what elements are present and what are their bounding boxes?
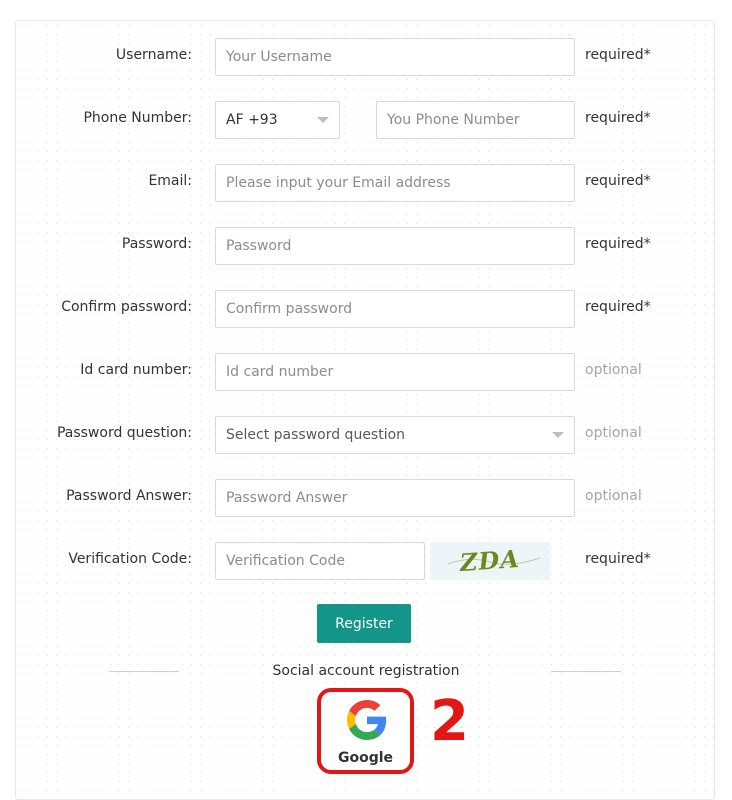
country-code-select[interactable] <box>215 101 340 139</box>
email-label: Email: <box>148 173 192 189</box>
step-number-annotation: 2 <box>430 689 469 754</box>
verification-required-note: required* <box>585 551 651 567</box>
google-signup-button[interactable] <box>317 688 414 774</box>
google-logo-icon <box>347 700 387 740</box>
password-label: Password: <box>121 236 192 252</box>
username-label: Username: <box>115 47 192 63</box>
phone-row <box>0 101 732 139</box>
register-button[interactable]: Register <box>317 604 411 643</box>
email-required-note: required* <box>585 173 651 189</box>
password-input[interactable] <box>215 227 575 265</box>
country-code-value: AF +93 <box>226 112 278 128</box>
email-input[interactable] <box>215 164 575 202</box>
google-label: Google <box>337 750 394 766</box>
confirm-password-required-note: required* <box>585 299 651 315</box>
password-answer-optional-note: optional <box>585 488 642 504</box>
chevron-down-icon <box>317 117 329 123</box>
password-question-row <box>0 416 732 454</box>
password-row <box>0 227 732 265</box>
confirm-password-input[interactable] <box>215 290 575 328</box>
password-question-select[interactable] <box>215 416 575 454</box>
id-card-input[interactable] <box>215 353 575 391</box>
social-registration-title: Social account registration <box>272 663 460 679</box>
id-card-optional-note: optional <box>585 362 642 378</box>
password-answer-input[interactable] <box>215 479 575 517</box>
confirm-password-row <box>0 290 732 328</box>
username-row <box>0 38 732 76</box>
password-question-label: Password question: <box>56 425 192 441</box>
phone-label: Phone Number: <box>83 110 192 126</box>
captcha-text: ZDA <box>458 543 521 578</box>
password-question-value: Select password question <box>226 427 406 443</box>
chevron-down-icon <box>552 432 564 438</box>
password-answer-row <box>0 479 732 517</box>
divider-right <box>551 671 621 672</box>
phone-number-input[interactable] <box>376 101 575 139</box>
password-answer-label: Password Answer: <box>66 488 192 504</box>
password-required-note: required* <box>585 236 651 252</box>
username-required-note: required* <box>585 47 651 63</box>
email-row <box>0 164 732 202</box>
phone-required-note: required* <box>585 110 651 126</box>
username-input[interactable] <box>215 38 575 76</box>
captcha-graphic <box>430 542 550 580</box>
verification-label: Verification Code: <box>68 551 192 567</box>
verification-code-input[interactable] <box>215 542 425 580</box>
captcha-image[interactable] <box>430 542 550 580</box>
id-card-row <box>0 353 732 391</box>
verification-row <box>0 542 732 580</box>
id-card-label: Id card number: <box>80 362 192 378</box>
password-question-optional-note: optional <box>585 425 642 441</box>
confirm-password-label: Confirm password: <box>61 299 192 315</box>
